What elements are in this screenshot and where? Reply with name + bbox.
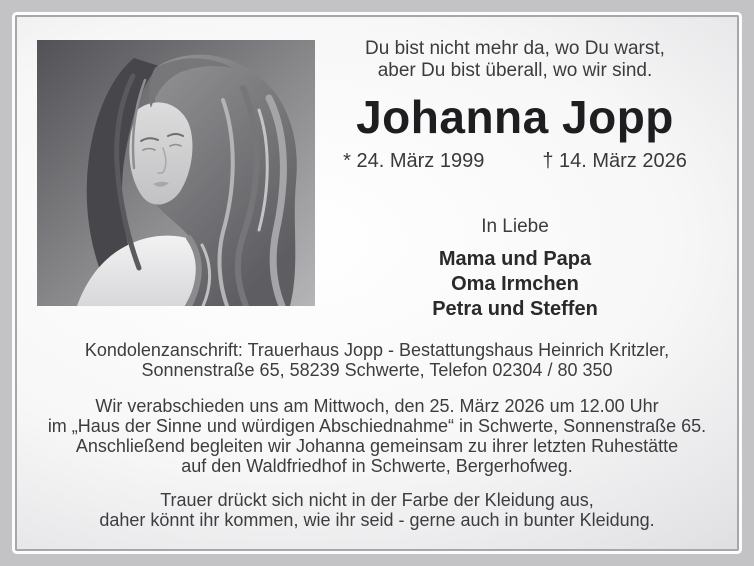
mourner-line: Mama und Papa xyxy=(438,248,592,270)
death-date: † 14. März 2026 xyxy=(542,150,687,172)
mourner-line: Oma Irmchen xyxy=(451,273,579,295)
quote-line: aber Du bist überall, wo wir sind. xyxy=(377,60,653,81)
life-dates xyxy=(335,150,695,173)
condolence-line: Sonnenstraße 65, 58239 Schwerte, Telefon 02304 / 80 350 xyxy=(141,360,613,380)
in-love-label: In Liebe xyxy=(481,216,549,237)
farewell-paragraph xyxy=(17,396,737,476)
portrait-illustration xyxy=(37,40,315,306)
obituary-card xyxy=(15,15,739,551)
birth-date: * 24. März 1999 xyxy=(343,150,485,172)
farewell-line: im „Haus der Sinne und würdigen Abschiednahme“ in Schwerte, Sonnenstraße 65. xyxy=(47,416,707,436)
quote-line: Du bist nicht mehr da, wo Du warst, xyxy=(365,38,665,59)
mourner-line: Petra und Steffen xyxy=(432,298,598,320)
farewell-line: Anschließend begleiten wir Johanna gemeinsam zu ihrer letzten Ruhestätte xyxy=(75,436,679,456)
farewell-line: Wir verabschieden uns am Mittwoch, den 25. März 2026 um 12.00 Uhr xyxy=(95,396,659,416)
farewell-line: auf den Waldfriedhof in Schwerte, Bergerhofweg. xyxy=(181,456,573,476)
memorial-quote xyxy=(335,38,695,82)
deceased-name: Johanna Jopp xyxy=(356,91,674,143)
mourners-list xyxy=(335,247,695,322)
clothing-line: daher könnt ihr kommen, wie ihr seid - gerne auch in bunter Kleidung. xyxy=(99,510,655,530)
clothing-line: Trauer drückt sich nicht in der Farbe der Kleidung aus, xyxy=(160,490,594,510)
portrait-photo xyxy=(37,40,315,306)
condolence-line: Kondolenzanschrift: Trauerhaus Jopp - Bestattungshaus Heinrich Kritzler, xyxy=(84,340,670,360)
condolence-address xyxy=(17,340,737,380)
clothing-note xyxy=(17,490,737,530)
